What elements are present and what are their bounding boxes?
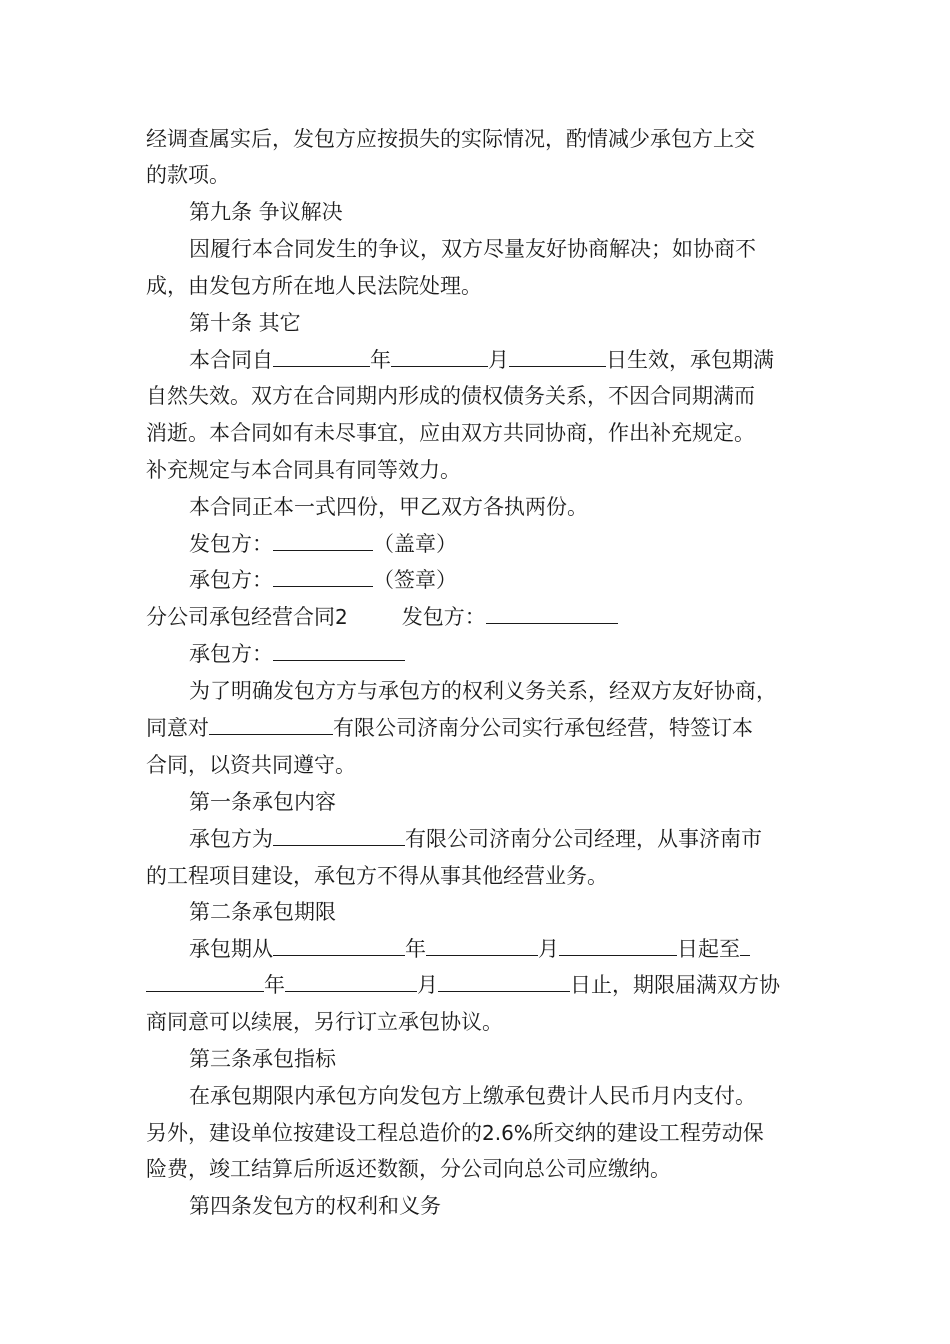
paragraph-line [189,935,750,963]
fill-blank [509,346,606,367]
party-line [189,640,405,668]
article-heading: 第一条承包内容 [189,790,336,814]
fill-blank [273,530,373,551]
text-run: 有限公司济南分公司经理，从事济南市 [405,827,762,851]
text-run: 有限公司济南分公司实行承包经营，特签订本 [333,716,753,740]
contract-title-line [146,603,618,631]
paragraph-line: 自然失效。双方在合同期内形成的债权债务关系，不因合同期满而 [146,384,755,408]
document-number: 2 [335,605,348,629]
text-run: 发包方： [401,605,486,629]
paragraph-line [146,1119,764,1147]
paragraph-line: 合同，以资共同遵守。 [146,753,356,777]
document-title: 分公司承包经营合同 [146,605,335,629]
text-run: 月 [538,937,559,961]
text-run: 年 [264,973,285,997]
fill-blank [273,566,373,587]
text-run: 发包方： [189,532,273,556]
text-run: 所交纳的建设工程劳动保 [532,1121,764,1145]
paragraph-line: 的款项。 [146,163,230,187]
signature-line-issuer [189,530,457,558]
text-run: 日起至 [677,937,740,961]
paragraph-line: 经调查属实后，发包方应按损失的实际情况，酌情减少承包方上交 [146,127,755,151]
fill-blank [285,971,417,992]
text-run: 本合同自 [189,348,273,372]
paragraph-line [189,346,774,374]
fill-blank [273,935,405,956]
fill-blank [486,603,618,624]
paragraph-line: 商同意可以续展，另行订立承包协议。 [146,1010,503,1034]
paragraph-line: 本合同正本一式四份，甲乙双方各执两份。 [189,495,588,519]
fill-blank [426,935,538,956]
paragraph-line: 消逝。本合同如有未尽事宜，应由双方共同协商，作出补充规定。 [146,421,755,445]
text-run: （盖章） [373,532,457,556]
article-heading: 第三条承包指标 [189,1047,336,1071]
paragraph-line: 为了明确发包方方与承包方的权利义务关系，经双方友好协商， [189,679,777,703]
text-run: 承包期从 [189,937,273,961]
text-run: 日生效，承包期满 [606,348,774,372]
fill-blank [273,346,370,367]
fill-blank [273,825,405,846]
text-run: （签章） [373,568,457,592]
text-run: 月 [488,348,509,372]
paragraph-line: 险费，竣工结算后所返还数额，分公司向总公司应缴纳。 [146,1157,671,1181]
fill-blank [559,935,677,956]
text-run: 承包方： [189,642,273,666]
fill-blank [438,971,570,992]
paragraph-line [146,971,780,999]
fill-blank [209,714,333,735]
percentage-value: 2.6% [482,1121,533,1145]
paragraph-line: 因履行本合同发生的争议，双方尽量友好协商解决；如协商不 [189,237,756,261]
paragraph-line: 补充规定与本合同具有同等效力。 [146,458,461,482]
text-run: 同意对 [146,716,209,740]
text-run: 承包方： [189,568,273,592]
fill-blank [273,640,405,661]
text-run: 年 [370,348,391,372]
article-heading: 第四条发包方的权利和义务 [189,1194,441,1218]
text-run: 另外，建设单位按建设工程总造价的 [146,1121,482,1145]
text-run: 承包方为 [189,827,273,851]
article-heading: 第九条 争议解决 [189,200,343,224]
fill-blank [146,971,264,992]
article-heading: 第二条承包期限 [189,900,336,924]
text-run: 月 [417,973,438,997]
signature-line-contractor [189,566,457,594]
article-heading: 第十条 其它 [189,311,301,335]
paragraph-line [146,714,753,742]
text-run: 日止，期限届满双方协 [570,973,780,997]
paragraph-line: 在承包期限内承包方向发包方上缴承包费计人民币月内支付。 [189,1084,756,1108]
paragraph-line: 的工程项目建设，承包方不得从事其他经营业务。 [146,864,608,888]
text-run: 年 [405,937,426,961]
fill-blank [391,346,488,367]
paragraph-line [189,825,762,853]
fill-blank [740,935,750,956]
paragraph-line: 成，由发包方所在地人民法院处理。 [146,274,482,298]
